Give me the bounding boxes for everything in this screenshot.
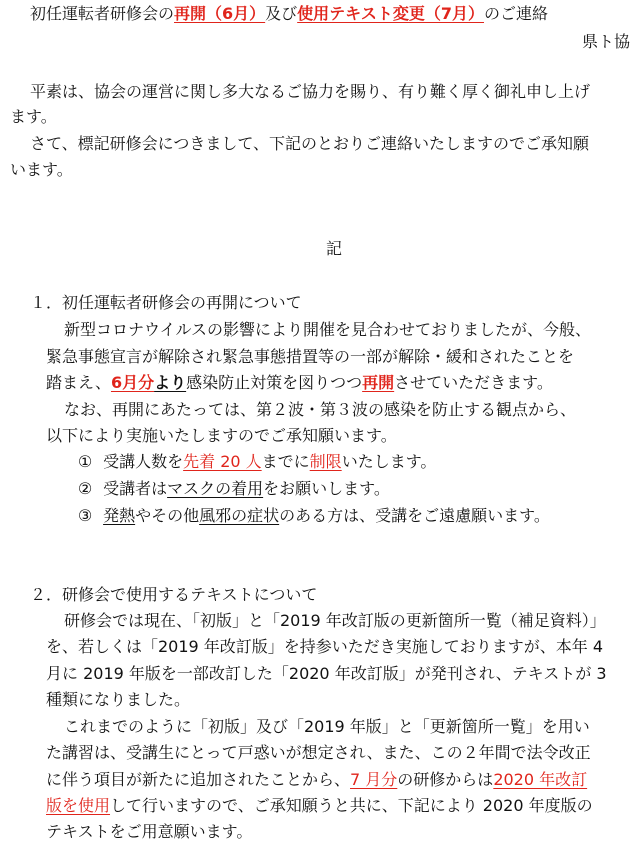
section-1-line-3-middle: 感染防止対策を図りつつ	[186, 373, 363, 392]
title-reopen-highlight: 再開（6月）	[174, 4, 266, 23]
title-suffix: のご連絡	[484, 4, 549, 23]
section-1-line-4: なお、再開にあたっては、第２波・第３波の感染を防止する観点から、	[64, 400, 577, 419]
edition-2020-highlight-part-2: 版を使用	[46, 796, 111, 815]
limit-highlight: 制限	[309, 452, 342, 471]
section-1-line-5: 以下により実施いたしますのでご承知願います。	[46, 426, 397, 445]
section-1-line-1: 新型コロナウイルスの影響により開催を見合わせておりましたが、今般、	[64, 320, 592, 339]
item-3-suffix: のある方は、受講をご遠慮願います。	[279, 506, 550, 525]
intro-paragraph-2-line-1: さて、標記研修会につきまして、下記のとおりご連絡いたしますのでご承知願	[30, 134, 590, 153]
title-prefix: 初任運転者研修会の	[30, 4, 175, 23]
reopen-highlight: 再開	[362, 373, 395, 392]
first-come-20-highlight: 先着 20 人	[183, 452, 262, 471]
section-2-line-6: た講習は、受講生にとって戸惑いが想定され、また、この２年間で法令改正	[46, 743, 591, 762]
section-2-line-2: を、若しくは「2019 年改訂版」を持参いただき実施しておりますが、本年 4	[46, 637, 604, 656]
intro-paragraph-1-line-1: 平素は、協会の運営に関し多大なるご協力を賜り、有り難く厚く御礼申し上げ	[30, 82, 591, 101]
july-highlight: 7 月分	[350, 770, 398, 789]
section-2-line-9: テキストをご用意願います。	[46, 822, 253, 841]
item-1-middle: までに	[261, 452, 310, 471]
intro-paragraph-1-line-2: ます。	[10, 107, 57, 126]
section-1-line-2: 緊急事態宣言が解除され緊急事態措置等の一部が解除・緩和されたことを	[46, 347, 575, 366]
section-2-line-8	[46, 796, 593, 816]
item-2-prefix: 受講者は	[103, 479, 168, 498]
list-item-1	[72, 452, 436, 472]
from-emphasis: より	[154, 373, 187, 392]
document-title	[30, 4, 548, 24]
ki-heading: 記	[326, 239, 343, 258]
section-2-line-7	[46, 770, 587, 790]
title-connector: 及び	[265, 4, 298, 23]
section-1-line-3-prefix: 踏まえ、	[46, 373, 111, 392]
item-1-prefix: 受講人数を	[103, 452, 184, 471]
item-2-number: ②	[77, 479, 93, 498]
item-1-suffix: いたします。	[341, 452, 437, 471]
section-2-line-3: 月に 2019 年版を一部改訂した「2020 年改訂版」が発刊され、テキストが 3	[46, 664, 607, 683]
list-item-2	[72, 479, 390, 499]
section-1-heading: １．初任運転者研修会の再開について	[30, 293, 302, 312]
item-3-number: ③	[77, 506, 93, 525]
section-2-line-4: 種類になりました。	[46, 690, 191, 709]
section-1-line-3	[46, 373, 553, 393]
section-1-line-3-suffix: させていただきます。	[394, 373, 553, 392]
sender: 県ト協	[581, 32, 630, 51]
item-2-suffix: をお願いします。	[263, 479, 390, 498]
list-item-3	[72, 506, 550, 526]
june-highlight: 6月分	[110, 373, 155, 392]
section-2-line-1: 研修会では現在、「初版」と「2019 年改訂版の更新箇所一覧（補足資料）」	[64, 611, 606, 630]
item-1-number: ①	[77, 452, 93, 471]
section-2-line-8-suffix: して行いますので、ご承知願うと共に、下記により 2020 年度版の	[110, 796, 593, 815]
item-3-middle: やその他	[135, 506, 200, 525]
fever-underlined: 発熱	[103, 506, 136, 525]
title-text-change-highlight: 使用テキスト変更（7月）	[297, 4, 484, 23]
intro-paragraph-2-line-2: います。	[10, 160, 73, 179]
cold-symptoms-underlined: 風邪の症状	[199, 506, 280, 525]
edition-2020-highlight-part-1: 2020 年改訂	[493, 770, 588, 789]
section-2-line-7-prefix: に伴う項目が新たに追加されたことから、	[46, 770, 351, 789]
section-2-line-5: これまでのように「初版」及び「2019 年版」と「更新箇所一覧」を用い	[64, 717, 590, 736]
section-2-heading: ２．研修会で使用するテキストについて	[30, 585, 318, 604]
mask-wearing-underlined: マスクの着用	[167, 479, 264, 498]
section-2-line-7-middle: の研修からは	[397, 770, 494, 789]
